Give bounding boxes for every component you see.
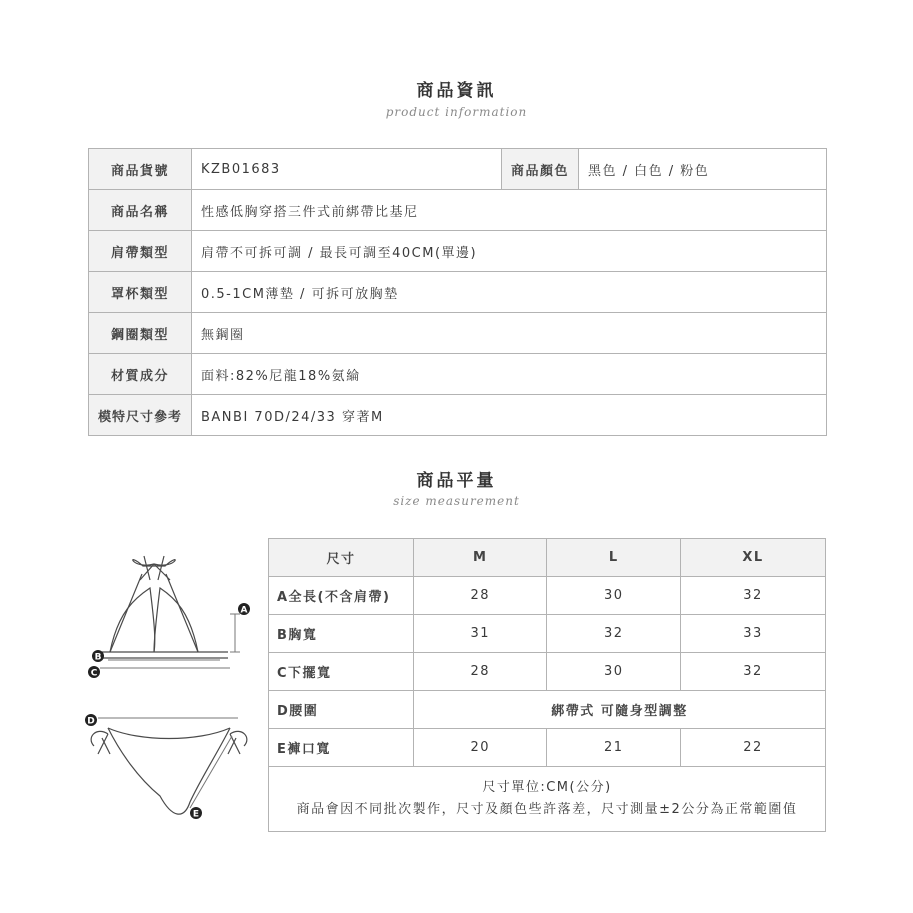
marker-b <box>92 650 104 663</box>
size-subtitle: size measurement <box>393 494 520 508</box>
info-value: 肩帶不可拆可調 / 最長可調至40CM(單邊) <box>192 231 827 272</box>
size-note-disclaimer: 商品會因不同批次製作，尺寸及顏色些許落差，尺寸測量±2公分為正常範圍值 <box>296 802 798 817</box>
info-label: 模特尺寸參考 <box>89 395 192 436</box>
table-row <box>269 539 826 577</box>
size-row-label: D腰圍 <box>269 691 414 729</box>
marker-c-label: C <box>90 668 98 679</box>
size-header: XL <box>680 539 825 577</box>
size-cell: 32 <box>680 653 825 691</box>
info-value: 面料:82%尼龍18%氨綸 <box>192 354 827 395</box>
size-cell: 28 <box>414 577 547 615</box>
size-cell: 30 <box>547 577 680 615</box>
marker-e-label: E <box>192 809 200 820</box>
info-value: 無鋼圈 <box>192 313 827 354</box>
info-value: 性感低胸穿搭三件式前綁帶比基尼 <box>192 190 827 231</box>
table-row <box>89 354 827 395</box>
size-title: 商品平量 <box>416 471 497 491</box>
bikini-top-icon <box>102 556 228 658</box>
table-row <box>269 767 826 832</box>
bikini-bottom-icon <box>91 728 247 814</box>
info-value: 0.5-1CM薄墊 / 可拆可放胸墊 <box>192 272 827 313</box>
marker-a <box>238 603 250 616</box>
size-cell: 30 <box>547 653 680 691</box>
size-note <box>269 767 826 832</box>
info-title: 商品資訊 <box>416 81 497 101</box>
size-table <box>268 538 826 832</box>
size-cell: 33 <box>680 615 825 653</box>
info-value: 黑色 / 白色 / 粉色 <box>579 149 827 190</box>
info-value: BANBI 70D/24/33 穿著M <box>192 395 827 436</box>
size-row-label: E褲口寬 <box>269 729 414 767</box>
size-row-label: B胸寬 <box>269 615 414 653</box>
size-cell: 31 <box>414 615 547 653</box>
size-header: L <box>547 539 680 577</box>
table-row <box>89 149 827 190</box>
table-row <box>269 615 826 653</box>
table-row <box>89 313 827 354</box>
size-header: 尺寸 <box>269 539 414 577</box>
table-row <box>269 691 826 729</box>
table-row <box>269 729 826 767</box>
bikini-diagram <box>80 540 260 825</box>
marker-d-label: D <box>87 716 95 727</box>
table-row <box>89 190 827 231</box>
info-subtitle: product information <box>385 105 528 119</box>
table-row <box>89 231 827 272</box>
marker-c <box>88 666 100 679</box>
size-row-label: A全長(不含肩帶) <box>269 577 414 615</box>
info-label: 肩帶類型 <box>89 231 192 272</box>
info-value: KZB01683 <box>192 149 502 190</box>
marker-b-label: B <box>94 652 102 663</box>
size-cell: 22 <box>680 729 825 767</box>
info-table <box>88 148 827 436</box>
size-header: M <box>414 539 547 577</box>
info-label: 罩杯類型 <box>89 272 192 313</box>
size-cell: 32 <box>547 615 680 653</box>
info-label: 材質成分 <box>89 354 192 395</box>
table-row <box>89 395 827 436</box>
marker-d <box>85 714 97 727</box>
info-label: 商品貨號 <box>89 149 192 190</box>
size-cell: 28 <box>414 653 547 691</box>
size-cell: 20 <box>414 729 547 767</box>
size-note-unit: 尺寸單位:CM(公分) <box>482 780 612 795</box>
table-row <box>269 653 826 691</box>
size-cell: 32 <box>680 577 825 615</box>
size-cell: 21 <box>547 729 680 767</box>
info-label: 鋼圈類型 <box>89 313 192 354</box>
marker-a-label: A <box>240 605 248 616</box>
size-cell-merged: 綁帶式 可隨身型調整 <box>414 691 826 729</box>
size-row-label: C下擺寬 <box>269 653 414 691</box>
marker-e <box>190 807 202 820</box>
info-label: 商品名稱 <box>89 190 192 231</box>
info-label: 商品顏色 <box>502 149 579 190</box>
table-row <box>89 272 827 313</box>
table-row <box>269 577 826 615</box>
